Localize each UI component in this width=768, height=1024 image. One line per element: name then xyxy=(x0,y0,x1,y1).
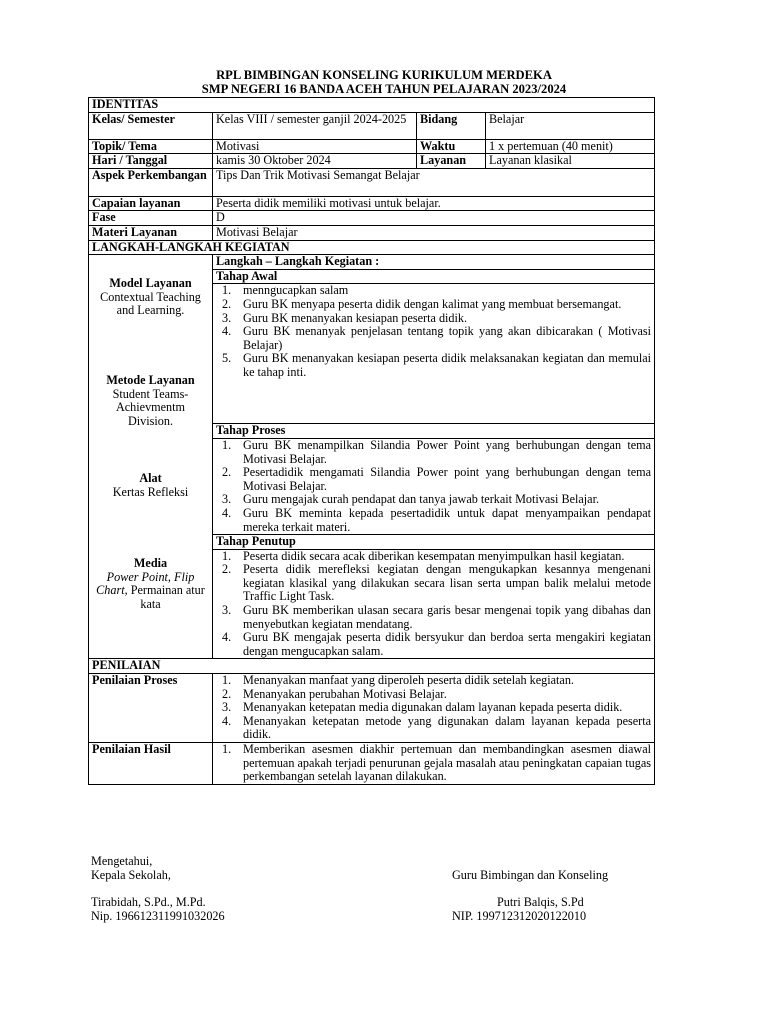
rpl-table xyxy=(88,97,655,785)
layanan-info-column xyxy=(89,255,213,659)
list-item: 1. menngucapkan salam xyxy=(222,283,349,298)
hari-label: Hari / Tanggal xyxy=(89,154,213,169)
list-item: 2. Peserta didik merefleksi kegiatan dengan mengukapkan kesannya mengenani kegiatan klasikal yang dilakukan secara lisan serta umpan balik melalui metode Traffic Light Task. xyxy=(222,562,652,604)
kelas-label: Kelas/ Semester xyxy=(89,112,213,139)
capaian-label: Capaian layanan xyxy=(89,196,213,211)
list-item: 1. Memberikan asesmen diakhir pertemuan dan membandingkan asesmen diawal pertemuan apakah terjadi penurunan gejala masalah atau peningkatan capaian tugas perkembangan setelah layanan dilakukan. xyxy=(222,742,652,784)
model-label: Model Layanan xyxy=(109,276,192,291)
list-item: 4. Guru BK meminta kepada pesertadidik untuk dapat menyampaikan pendapat mereka terkait materi. xyxy=(222,505,652,534)
waktu-label: Waktu xyxy=(417,139,486,154)
alat-label: Alat xyxy=(139,471,162,486)
list-item: 1. Peserta didik secara acak diberikan kesempatan menyimpulkan hasil kegiatan. xyxy=(222,548,625,563)
list-item: 2. Pesertadidik mengamati Silandia Power point yang berhubungan dengan tema Motivasi Belajar. xyxy=(222,465,652,493)
tahap-proses-content xyxy=(213,438,655,534)
metode-value: Student Teams-Achievmentm Division. xyxy=(112,386,189,428)
list-item: 1. Guru BK menampilkan Silandia Power Point yang berhubungan dengan tema Motivasi Belajar. xyxy=(222,437,652,466)
layanan-label: Layanan xyxy=(417,154,486,169)
section-penilaian: PENILAIAN xyxy=(89,659,655,674)
topik-value: Motivasi xyxy=(213,139,417,154)
document-subtitle: SMP NEGERI 16 BANDA ACEH TAHUN PELAJARAN 2023/2024 xyxy=(201,82,567,96)
tahap-penutup-content xyxy=(213,549,655,659)
guru-name: Putri Balqis, S.Pd xyxy=(497,895,584,909)
list-item: 1. Menanyakan manfaat yang diperoleh peserta didik setelah kegiatan. xyxy=(222,673,574,688)
guru-nip: NIP. 199712312020122010 xyxy=(452,909,587,923)
media-label: Media xyxy=(133,556,168,571)
penilaian-hasil-label: Penilaian Hasil xyxy=(89,743,213,785)
tahap-awal-content xyxy=(213,284,655,424)
penilaian-proses-label: Penilaian Proses xyxy=(89,674,213,743)
alat-value: Kertas Refleksi xyxy=(112,484,189,499)
tahap-awal-title: Tahap Awal xyxy=(213,269,655,284)
bidang-value: Belajar xyxy=(486,112,655,139)
model-value: Contextual Teaching and Learning. xyxy=(100,289,201,318)
list-item: 3. Guru BK memberikan ulasan secara garis besar mengenai topik yang dibahas dan menyebutkan kegiatan mendatang. xyxy=(222,603,652,631)
materi-value: Motivasi Belajar xyxy=(213,225,655,240)
kelas-value: Kelas VIII / semester ganjil 2024-2025 xyxy=(213,112,417,139)
materi-label: Materi Layanan xyxy=(89,225,213,240)
capaian-value: Peserta didik memiliki motivasi untuk belajar. xyxy=(213,196,655,211)
langkah-subheading: Langkah – Langkah Kegiatan : xyxy=(213,255,655,270)
guru-title: Guru Bimbingan dan Konseling xyxy=(452,868,609,882)
list-item: 4. Guru BK menanyak penjelasan tentang topik yang akan dibicarakan ( Motivasi Belajar) xyxy=(222,324,652,352)
section-identitas: IDENTITAS xyxy=(89,98,655,113)
aspek-value: Tips Dan Trik Motivasi Semangat Belajar xyxy=(213,168,655,196)
list-item: 4. Guru BK mengajak peserta didik bersyukur dan berdoa serta mengakiri kegiatan dengan mengucapkan salam. xyxy=(222,630,652,658)
penilaian-proses-content xyxy=(213,674,655,743)
document-title: RPL BIMBINGAN KONSELING KURIKULUM MERDEKA xyxy=(216,68,552,82)
aspek-label: Aspek Perkembangan xyxy=(89,168,213,196)
media-italic: Power Point, Flip Chart, xyxy=(96,569,195,598)
list-item: 2. Menanyakan perubahan Motivasi Belajar. xyxy=(222,686,447,701)
list-item: 3. Guru mengajak curah pendapat dan tanya jawab terkait Motivasi Belajar. xyxy=(222,492,600,507)
list-item: 4. Menanyakan ketepatan metode yang digunakan dalam layanan kepada peserta didik. xyxy=(222,713,652,742)
hari-value: kamis 30 Oktober 2024 xyxy=(213,154,417,169)
media-value xyxy=(89,571,212,612)
list-item: 3. Guru BK menanyakan kesiapan peserta didik. xyxy=(222,310,468,325)
kepala-name: Tirabidah, S.Pd., M.Pd. xyxy=(91,895,206,909)
fase-label: Fase xyxy=(89,211,213,226)
list-item: 2. Guru BK menyapa peserta didik dengan kalimat yang membuat bersemangat. xyxy=(222,296,622,311)
media-rest: Permainan atur kata xyxy=(127,583,205,611)
layanan-value: Layanan klasikal xyxy=(486,154,655,169)
kepala-nip: Nip. 196612311991032026 xyxy=(91,909,225,923)
tahap-penutup-title: Tahap Penutup xyxy=(213,535,655,550)
waktu-value: 1 x pertemuan (40 menit) xyxy=(486,139,655,154)
penilaian-hasil-content xyxy=(213,743,655,785)
kepala-title: Kepala Sekolah, xyxy=(91,868,171,882)
tahap-proses-title: Tahap Proses xyxy=(213,424,655,439)
list-item: 5. Guru BK menanyakan kesiapan peserta didik melaksanakan kegiatan dan memulai ke tahap inti. xyxy=(222,351,652,379)
topik-label: Topik/ Tema xyxy=(89,139,213,154)
bidang-label: Bidang xyxy=(417,112,486,139)
metode-label: Metode Layanan xyxy=(106,373,195,388)
fase-value: D xyxy=(213,211,655,226)
list-item: 3. Menanyakan ketepatan media digunakan dalam layanan kepada peserta didik. xyxy=(222,700,623,715)
mengetahui-text: Mengetahui, xyxy=(91,854,153,868)
section-langkah: LANGKAH-LANGKAH KEGIATAN xyxy=(89,240,655,255)
